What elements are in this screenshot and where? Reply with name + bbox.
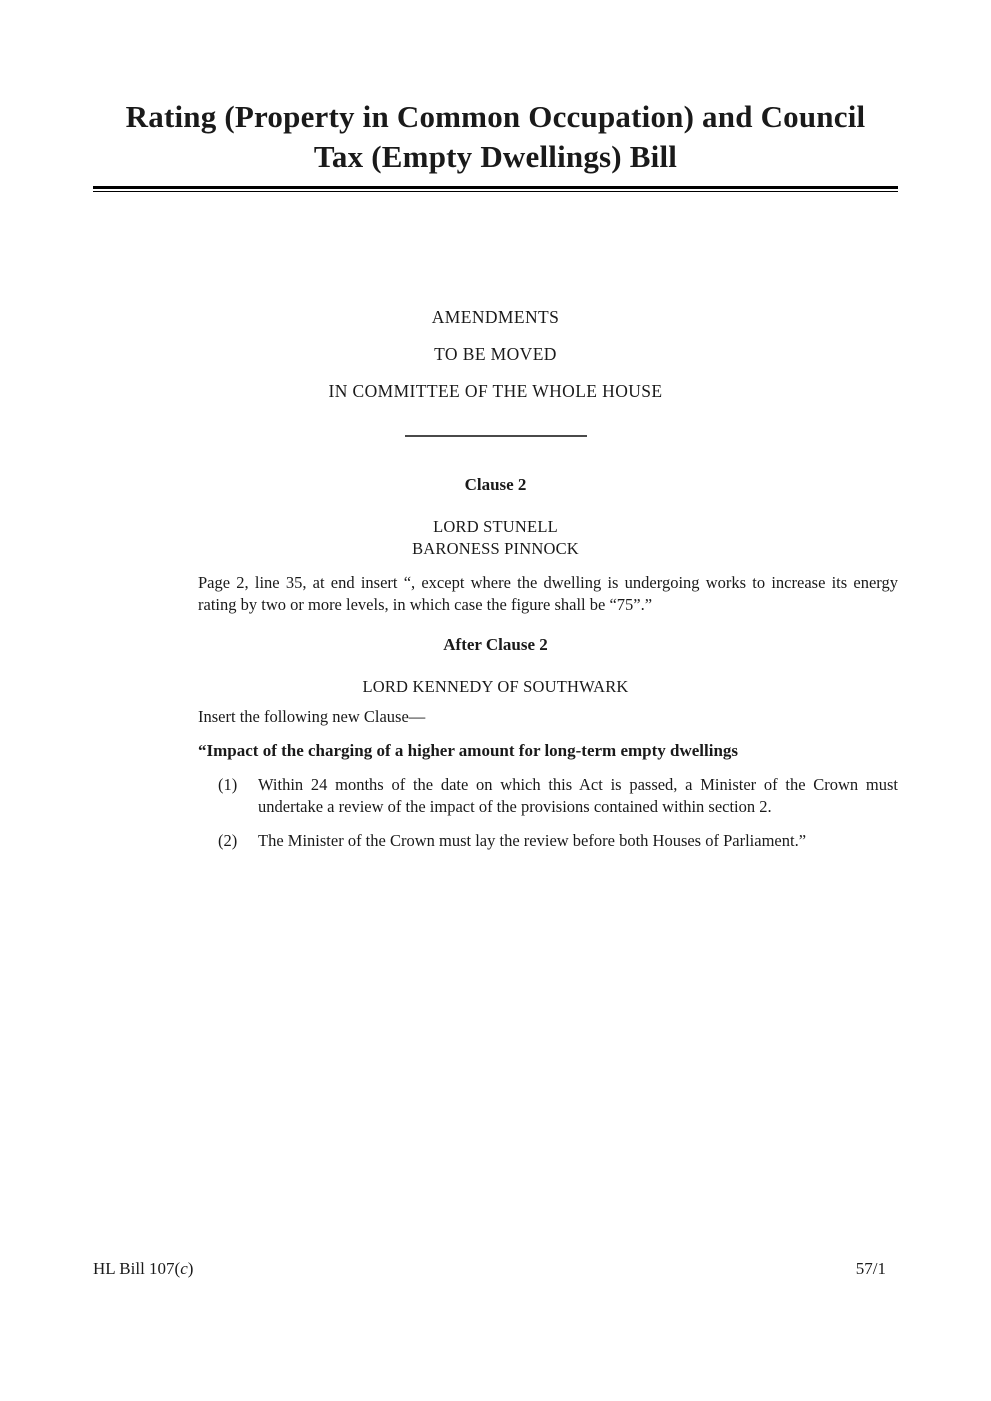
amendment-text: Page 2, line 35, at end insert “, except where the dwelling is undergoing works to increase its energy rating by two or more levels, in which case the figure shall be “75”.” — [198, 573, 898, 614]
new-clause-title: “Impact of the charging of a higher amount for long-term empty dwellings — [198, 741, 739, 760]
subsection-text: Within 24 months of the date on which this Act is passed, a Minister of the Crown must undertake a review of the impact of the provisions contained within section 2. — [258, 775, 898, 816]
bill-reference-suffix: ) — [187, 1259, 194, 1278]
bill-reference-italic: c — [180, 1259, 188, 1278]
bill-title-line-2: Tax (Empty Dwellings) Bill — [313, 139, 678, 174]
amendments-header — [93, 306, 898, 402]
after-clause-2-heading: After Clause 2 — [443, 635, 548, 654]
numbered-subsection-2 — [218, 830, 898, 852]
amendment-intro-text: Insert the following new Clause— — [198, 707, 426, 726]
section-after-clause-2 — [93, 636, 898, 852]
numbered-subsection-1 — [218, 774, 898, 818]
sponsor-name: LORD STUNELL — [433, 517, 558, 536]
title-divider-rule — [93, 186, 898, 192]
bill-reference — [93, 1258, 193, 1280]
subsection-number: (2) — [218, 831, 238, 850]
bill-title — [93, 0, 898, 177]
subsection-number: (1) — [218, 775, 238, 794]
sponsor-name: BARONESS PINNOCK — [412, 539, 579, 558]
subsection-text: The Minister of the Crown must lay the review before both Houses of Parliament.” — [258, 831, 807, 850]
session-number: 57/1 — [855, 1259, 886, 1278]
clause-2-heading: Clause 2 — [464, 475, 527, 494]
clause-2-sponsors — [93, 516, 898, 560]
bill-title-line-1: Rating (Property in Common Occupation) and Council — [125, 99, 866, 134]
amendments-header-line-1: AMENDMENTS — [431, 307, 560, 327]
amendments-header-line-3: IN COMMITTEE OF THE WHOLE HOUSE — [328, 381, 663, 401]
section-divider-rule — [405, 435, 587, 437]
bill-reference-prefix: HL Bill 107( — [93, 1259, 181, 1278]
amendments-header-line-2: TO BE MOVED — [434, 344, 557, 364]
sponsor-name: LORD KENNEDY OF SOUTHWARK — [362, 677, 629, 696]
page-footer — [93, 1258, 886, 1280]
after-clause-2-sponsors — [93, 676, 898, 698]
section-clause-2 — [93, 476, 898, 616]
